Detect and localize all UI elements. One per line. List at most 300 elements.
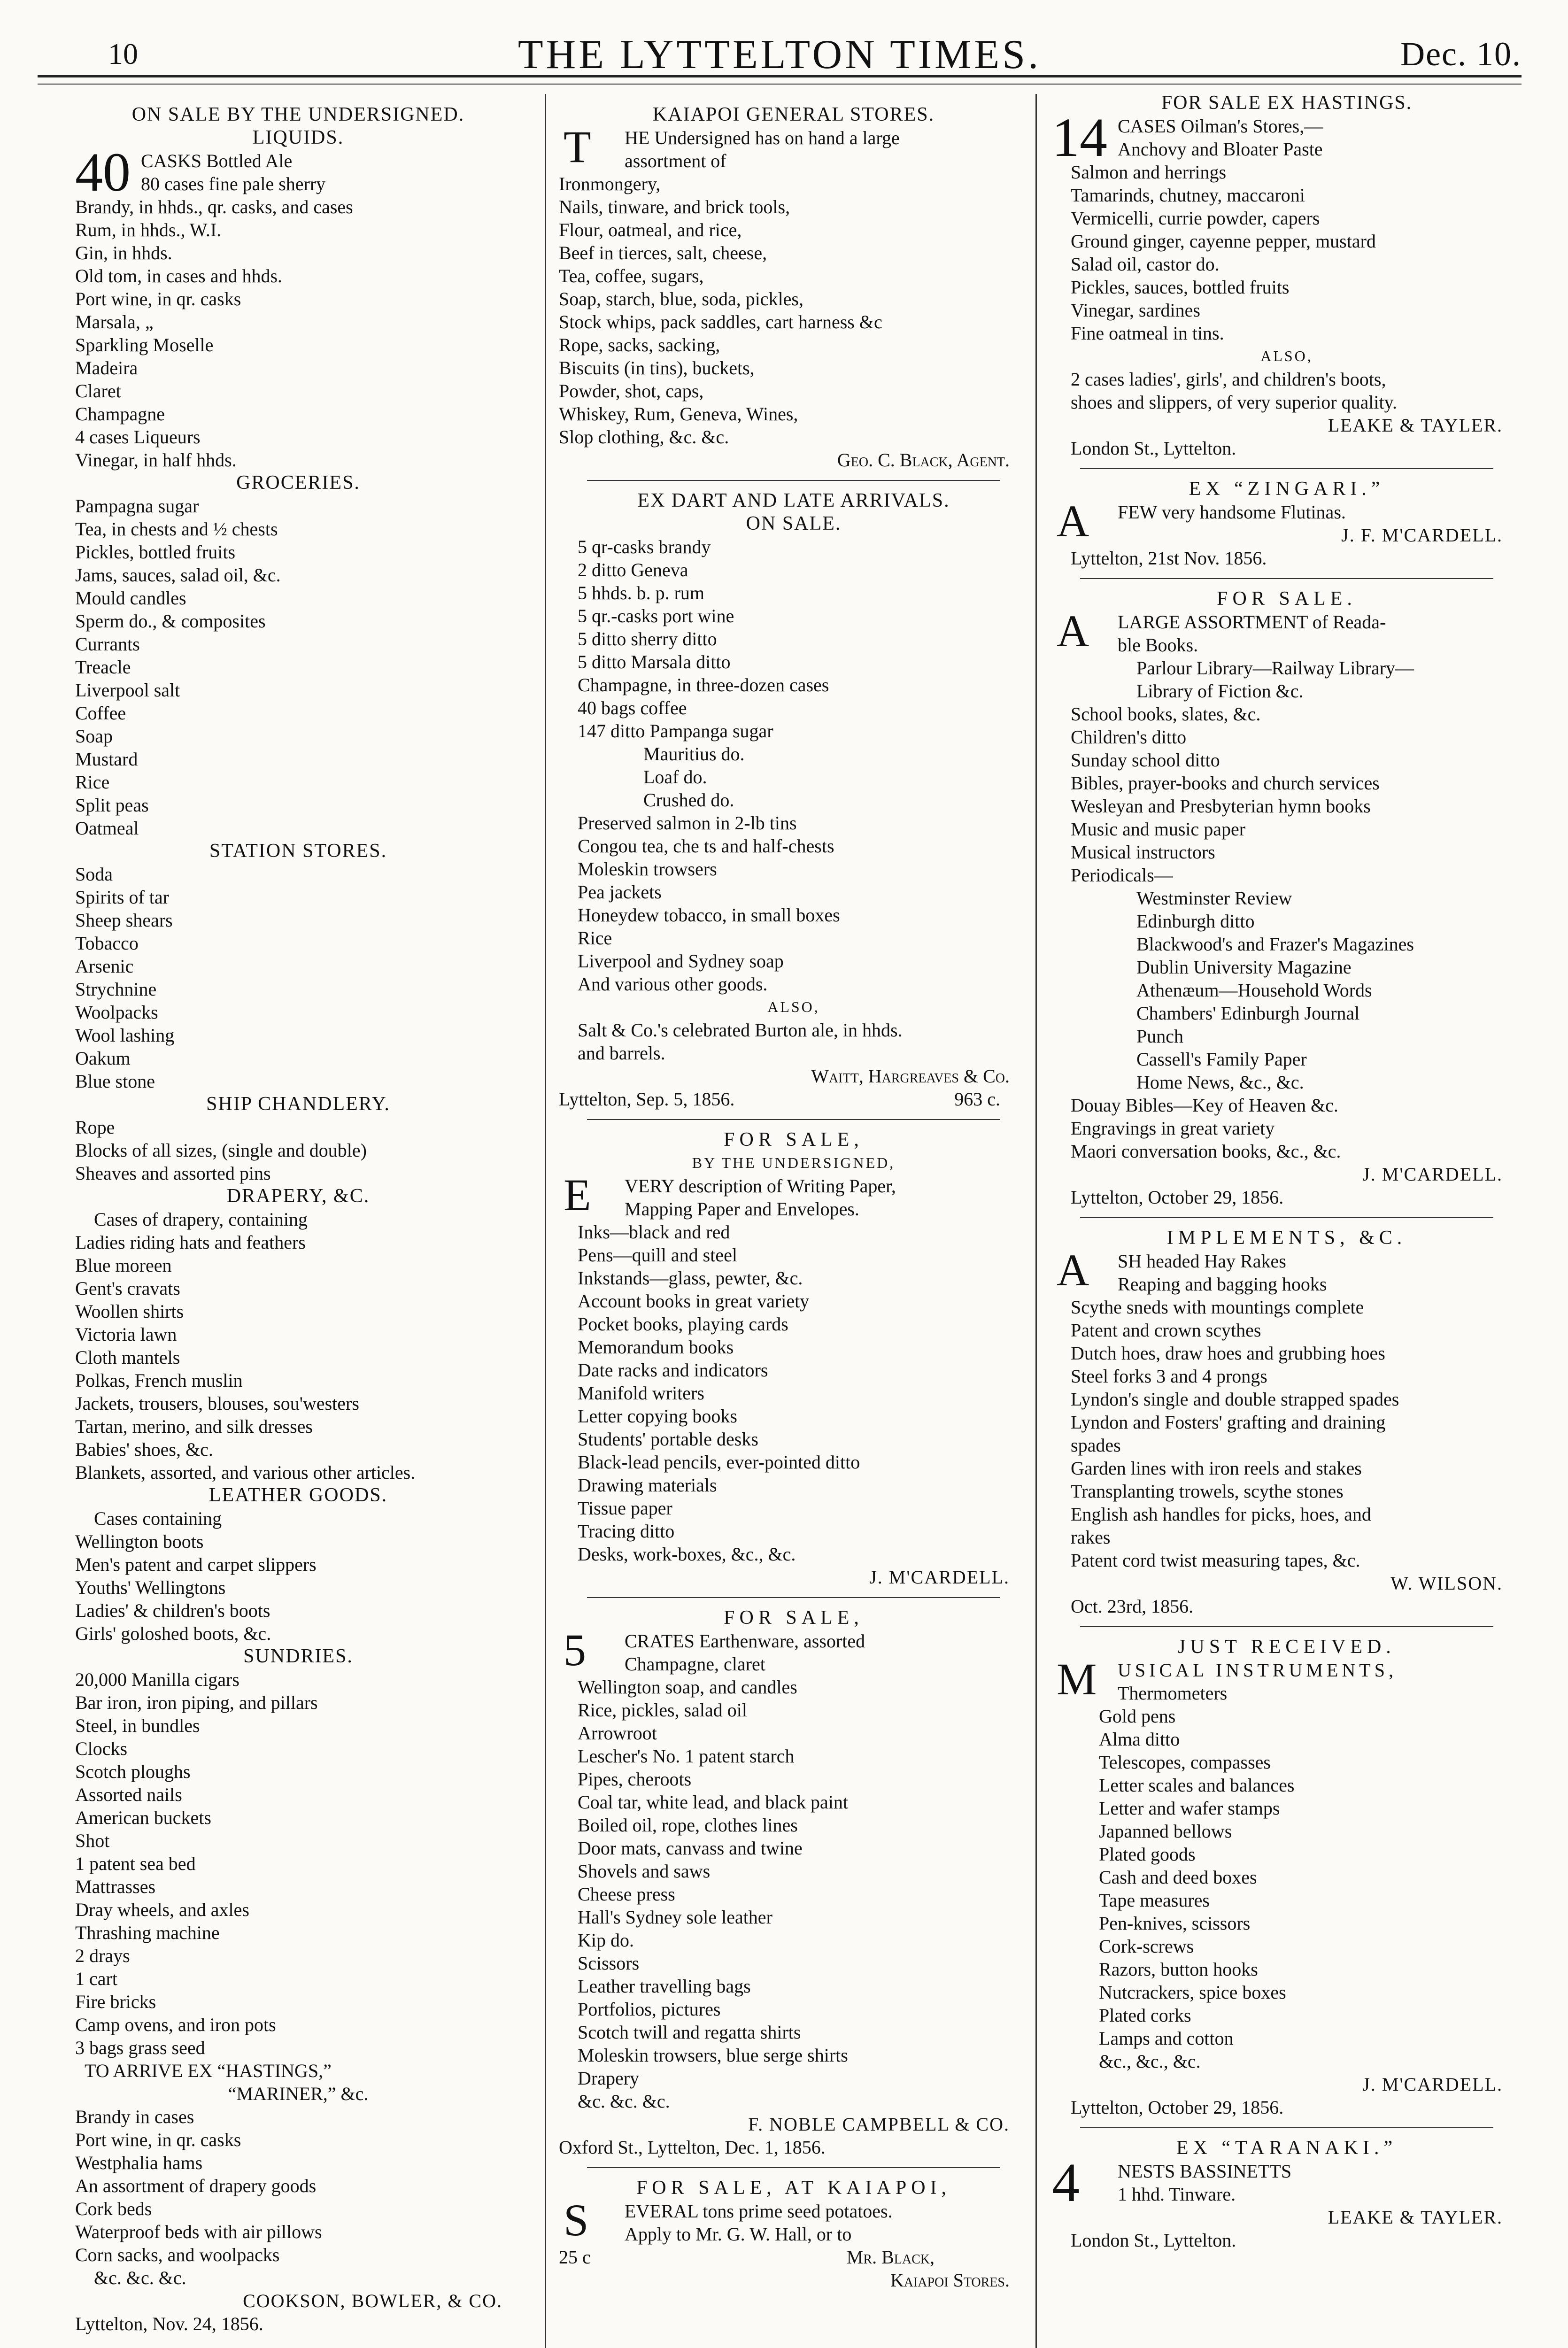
list-item: spades [1071,1435,1121,1456]
list-item: Biscuits (in tins), buckets, [559,357,755,378]
list-item: Cassell's Family Paper [1136,1049,1307,1070]
ad-heading: FOR SALE EX HASTINGS. [1161,92,1413,114]
ad-heading: FOR SALE. [1217,588,1357,610]
list-item: 5 hhds. b. p. rum [578,582,704,603]
list-item: Steel forks 3 and 4 prongs [1071,1366,1267,1387]
list-item: Mauritius do. [643,743,745,765]
list [75,1116,521,1185]
advertiser-signature: F. NOBLE CAMPBELL & CO. [748,2114,1010,2135]
list-item: Mustard [75,749,138,770]
ad-heading: FOR SALE, AT KAIAPOI, [636,2177,951,2199]
list-item: Jackets, trousers, blouses, sou'westers [75,1393,359,1414]
list-item: Steel, in bundles [75,1715,200,1736]
ad-intro [1052,107,1522,168]
drop-cap: 14 [1052,107,1107,168]
intro-line: 80 cases fine pale sherry [141,173,326,194]
list-item: Gold pens [1099,1706,1176,1727]
header-rule [38,75,1522,77]
ad-intro [559,122,1028,172]
list-item: Camp ovens, and iron pots [75,2014,276,2035]
ad-heading: EX “TARANAKI.” [1176,2137,1398,2159]
list-item: Currants [75,633,140,655]
list-item: Preserved salmon in 2-lb tins [578,812,797,834]
list-item: Blocks of all sizes, (single and double) [75,1140,367,1161]
column-rule-2 [1035,94,1037,2348]
list-item: Gin, in hhds. [75,242,172,263]
ad-heading: EX “ZINGARI.” [1189,478,1385,500]
list-item: Jams, sauces, salad oil, &c. [75,564,281,586]
list-item: Cash and deed boxes [1099,1867,1257,1888]
dateline: Oct. 23rd, 1856. [1071,1596,1194,1617]
list-item: Soda [75,864,113,885]
list-item: Champagne [75,403,165,425]
list-item: Transplanting trowels, scythe stones [1071,1481,1344,1502]
drop-cap: 40 [75,141,131,203]
list-item: Letter and wafer stamps [1099,1798,1280,1819]
list-item: Cheese press [578,1884,675,1905]
list-item: Liverpool and Sydney soap [578,950,784,972]
dateline: Oxford St., Lyttelton, Dec. 1, 1856. [559,2137,826,2158]
list-item: Girls' goloshed boots, &c. [75,1623,271,1644]
list-item: Rice, pickles, salad oil [578,1699,748,1721]
list-item: Rice [578,927,612,949]
list-item: Clocks [75,1738,128,1759]
ad-subheading: ON SALE. [746,513,842,534]
intro-line: USICAL INSTRUMENTS, [1118,1660,1397,1681]
list-item: Chambers' Edinburgh Journal [1136,1003,1360,1024]
intro-line: Thermometers [1118,1683,1228,1704]
list-item: Blue stone [75,1071,155,1092]
list-item: Waterproof beds with air pillows [75,2221,322,2242]
list [1052,161,1522,345]
ad-intro [1052,496,1522,547]
list-item: Razors, button hooks [1099,1959,1258,1980]
list-item: Inks—black and red [578,1221,730,1243]
list [559,1676,1028,2090]
list-item: 147 ditto Pampanga sugar [578,720,773,741]
list-item: Treacle [75,657,131,678]
drop-cap: A [1057,496,1089,546]
list-item: Honeydew tobacco, in small boxes [578,904,840,926]
list-item: Dutch hoes, draw hoes and grubbing hoes [1071,1343,1385,1364]
contact-row [559,2246,1028,2269]
ad-intro [559,1625,1028,1676]
list [559,1220,1028,1566]
list [1052,368,1522,414]
section-heading-chandlery: SHIP CHANDLERY. [206,1093,390,1115]
list [1052,1705,1522,2073]
list-item: Champagne, in three-dozen cases [578,674,829,695]
list-item: Sunday school ditto [1071,749,1220,771]
list [1052,703,1522,887]
intro-line: 1 hhd. Tinware. [1118,2184,1236,2205]
list [75,195,521,471]
list-item: 5 qr.-casks port wine [578,605,734,626]
list-item: Garden lines with iron reels and stakes [1071,1458,1362,1479]
dateline: Lyttelton, Sep. 5, 1856. [559,1089,735,1110]
list-item: Sheep shears [75,910,173,931]
list-item: Drapery [578,2068,640,2089]
list-item: Punch [1136,1026,1183,1047]
list-item: Lyndon and Fosters' grafting and draining [1071,1412,1386,1433]
list-item: Port wine, in qr. casks [75,2129,241,2150]
intro-line: CRATES Earthenware, assorted [625,1630,865,1652]
intro-line: CASKS Bottled Ale [141,150,293,171]
list-item: And various other goods. [578,973,768,995]
list-item: Portfolios, pictures [578,1999,721,2020]
ad-intro [1052,1654,1522,1705]
list-item: Rope, sacks, sacking, [559,334,720,355]
list-item: 5 ditto sherry ditto [578,628,717,649]
arrive-heading: TO ARRIVE EX “HASTINGS,” [85,2060,332,2081]
list-item: Memorandum books [578,1336,734,1358]
drop-cap: M [1057,1654,1097,1704]
list-item: Soap [75,726,113,747]
list-item: 2 ditto Geneva [578,559,688,580]
list-item: Mattrasses [75,1876,156,1897]
list-item: Lyndon's single and double strapped spades [1071,1389,1399,1410]
list-item: 2 cases ladies', girls', and children's boots, [1071,369,1386,390]
drop-cap: 5 [564,1625,586,1675]
list-item: 1 patent sea bed [75,1853,196,1874]
list-item: Brandy, in hhds., qr. casks, and cases [75,196,353,217]
intro-line: Champagne, claret [625,1653,765,1675]
list-item: Hall's Sydney sole leather [578,1907,772,1928]
list-item: Sperm do., & composites [75,610,266,632]
list-item: 5 ditto Marsala ditto [578,651,731,672]
list-item: 1 cart [75,1968,117,1989]
list-item: Madeira [75,357,138,378]
list-item: Boiled oil, rope, clothes lines [578,1815,798,1836]
list-item: Fire bricks [75,1991,156,2012]
list-item: An assortment of drapery goods [75,2175,317,2196]
section-heading-leather: LEATHER GOODS. [209,1484,388,1506]
dateline: Lyttelton, 21st Nov. 1856. [1071,548,1267,569]
list-item: Rope [75,1117,115,1138]
list-item: Salt & Co.'s celebrated Burton ale, in hhds. [578,1020,903,1041]
list-item: Assorted nails [75,1784,182,1805]
list-item: Musical instructors [1071,842,1215,863]
list-item: Split peas [75,795,149,816]
list-item: Salmon and herrings [1071,162,1227,183]
drop-cap: E [564,1170,591,1220]
ad-heading: JUST RECEIVED. [1178,1636,1396,1658]
list [559,811,1028,996]
advertiser-signature: Geo. C. Black, Agent. [837,449,1010,471]
intro-line: Anchovy and Bloater Paste [1118,139,1323,160]
list-item: Door mats, canvass and twine [578,1838,803,1859]
ad-divider [587,1119,1000,1120]
also-label: ALSO, [767,998,820,1015]
dateline: London St., Lyttelton. [1071,2230,1236,2251]
page-number: 10 [108,37,138,70]
list-item: Wesleyan and Presbyterian hymn books [1071,796,1371,817]
list-item: Nutcrackers, spice boxes [1099,1982,1286,2003]
list-item: Blackwood's and Frazer's Magazines [1136,934,1414,955]
advertiser-signature: J. M'CARDELL. [1362,1164,1503,1185]
list-item: Plated corks [1099,2005,1191,2026]
list-item: Men's patent and carpet slippers [75,1554,317,1575]
list-item: Tissue paper [578,1498,672,1519]
drop-cap: S [564,2195,589,2245]
intro-line: LARGE ASSORTMENT of Reada- [1118,611,1386,633]
ad-intro [1052,1245,1522,1296]
list-item: Polkas, French muslin [75,1370,243,1391]
list-item: Vinegar, sardines [1071,300,1200,321]
list-item: Arsenic [75,956,134,977]
intro-line: CASES Oilman's Stores,— [1118,116,1323,137]
column-3 [1052,92,1522,2252]
list-item: Children's ditto [1071,726,1187,748]
ad-divider [587,2167,1000,2168]
list-item: Music and music paper [1071,819,1246,840]
intro-line: VERY description of Writing Paper, [625,1175,896,1197]
etc-line: &c. &c. &c. [578,2091,670,2112]
section-heading-station: STATION STORES. [209,840,387,862]
list-item: Pampagna sugar [75,495,199,517]
list-item: Port wine, in qr. casks [75,288,241,309]
list-item: Scotch twill and regatta shirts [578,2022,801,2043]
list-item: Douay Bibles—Key of Heaven &c. [1071,1095,1338,1116]
list-item: Blankets, assorted, and various other articles. [75,1462,416,1483]
section-heading-drapery: DRAPERY, &C. [226,1185,370,1207]
column-rule-1 [545,94,546,2348]
contact-name: Mr. Black, [846,2247,935,2268]
list-item: Babies' shoes, &c. [75,1439,213,1460]
list-item: Cork-screws [1099,1936,1194,1957]
list-item: Shovels and saws [578,1861,711,1882]
list-item: Claret [75,380,121,402]
advertiser-signature: LEAKE & TAYLER. [1328,2207,1503,2228]
list-item: Patent cord twist measuring tapes, &c. [1071,1550,1360,1571]
list-item: Tamarinds, chutney, maccaroni [1071,185,1305,206]
list [559,535,1028,742]
ad-divider [1080,578,1493,579]
list-item: Whiskey, Rum, Geneva, Wines, [559,403,798,425]
ad-heading: FOR SALE, [724,1129,864,1151]
dateline: Lyttelton, October 29, 1856. [1071,1187,1284,1208]
list-item: Youths' Wellingtons [75,1577,226,1598]
list-item: Coal tar, white lead, and black paint [578,1792,848,1813]
list [1052,887,1522,1094]
ad-intro [1052,2152,1522,2213]
list-item: Tracing ditto [578,1521,675,1542]
list [75,494,521,840]
advertiser-signature: LEAKE & TAYLER. [1328,415,1503,436]
list-item: Wool lashing [75,1025,175,1046]
list-item: 2 drays [75,1945,130,1966]
ad-heading: FOR SALE, [724,1607,864,1629]
section-heading-liquids: LIQUIDS. [252,127,344,148]
list-item: Tobacco [75,933,139,954]
list-item: School books, slates, &c. [1071,703,1261,725]
dateline-row [559,1088,1028,1111]
subhead: Cases containing [94,1508,222,1529]
list-item: Beef in tierces, salt, cheese, [559,242,767,263]
list [75,1668,521,2059]
list-item: American buckets [75,1807,211,1828]
drop-cap: A [1057,606,1089,656]
intro-line: SH headed Hay Rakes [1118,1251,1286,1272]
list-item: &c., &c., &c. [1099,2051,1201,2072]
list-item: Westminster Review [1136,888,1292,909]
list-item: Sheaves and assorted pins [75,1163,271,1184]
list-item: Letter copying books [578,1406,737,1427]
intro-line: Mapping Paper and Envelopes. [625,1198,859,1220]
list-item: 40 bags coffee [578,697,687,718]
list-item: Oatmeal [75,818,139,839]
list-item: Japanned bellows [1099,1821,1232,1842]
list-item: Strychnine [75,979,157,1000]
list-item: Pickles, sauces, bottled fruits [1071,277,1290,298]
list-item: Ground ginger, cayenne pepper, mustard [1071,231,1376,252]
ad-heading: ON SALE BY THE UNDERSIGNED. [131,104,465,125]
intro-line: assortment of [625,150,726,171]
liquids-intro [75,141,521,203]
list-item: Shot [75,1830,110,1851]
subhead: Cases of drapery, containing [94,1209,308,1230]
list-item: Wellington boots [75,1531,204,1552]
list-item: Scotch ploughs [75,1761,191,1782]
ad-subheading: BY THE UNDERSIGNED, [692,1154,896,1171]
list-item: Soap, starch, blue, soda, pickles, [559,288,803,309]
list-item: Slop clothing, &c. &c. [559,426,729,448]
list-item: shoes and slippers, of very superior quality. [1071,392,1398,413]
list [1052,1094,1522,1163]
list-item: Inkstands—glass, pewter, &c. [578,1267,803,1289]
list-item: Dray wheels, and axles [75,1899,249,1920]
ad-reference: 25 c [559,2247,591,2268]
list-item: English ash handles for picks, hoes, and [1071,1504,1371,1525]
list-item: Corn sacks, and woolpacks [75,2244,280,2265]
ad-divider [1080,468,1493,469]
list-item: Letter scales and balances [1099,1775,1295,1796]
list-item: rakes [1071,1527,1111,1548]
list-item: Marsala, „ [75,311,154,332]
ad-heading: EX DART AND LATE ARRIVALS. [637,490,950,511]
list-item: Kip do. [578,1930,634,1951]
list-item: Thrashing machine [75,1922,220,1943]
list-item: Woollen shirts [75,1301,184,1322]
ad-divider [1080,1217,1493,1218]
dateline: London St., Lyttelton. [1071,438,1236,459]
list-item: Lescher's No. 1 patent starch [578,1746,795,1767]
list-item: Ladies riding hats and feathers [75,1232,306,1253]
list-item: Periodicals— [1071,865,1173,886]
header-rule-thin [38,84,1522,85]
list-item: Gent's cravats [75,1278,180,1299]
ad-divider [587,480,1000,481]
list-item: Library of Fiction &c. [1136,680,1304,702]
advertiser-signature: COOKSON, BOWLER, & CO. [243,2290,502,2311]
list-item: Pen-knives, scissors [1099,1913,1251,1934]
section-heading-groceries: GROCERIES. [236,472,360,494]
list-item: Home News, &c., &c. [1136,1072,1304,1093]
list-item: Flour, oatmeal, and rice, [559,219,742,240]
list-item: Moleskin trowsers, blue serge shirts [578,2045,848,2066]
list-item: 5 qr-casks brandy [578,536,711,557]
list-item: Wellington soap, and candles [578,1676,797,1698]
list-item: Drawing materials [578,1475,717,1496]
advertiser-signature: J. F. M'CARDELL. [1341,525,1503,546]
ad-heading: IMPLEMENTS, &C. [1166,1227,1407,1249]
list-item: Ladies' & children's boots [75,1600,270,1621]
list-item: Plated goods [1099,1844,1196,1865]
list-item: Liverpool salt [75,680,180,701]
list-item: Tea, in chests and ½ chests [75,518,278,540]
list-item: Rice [75,772,110,793]
list [1052,1296,1522,1572]
list-item: Date racks and indicators [578,1359,768,1381]
list-item: Black-lead pencils, ever-pointed ditto [578,1452,860,1473]
list-item: Ironmongery, [559,173,661,194]
list-item: Lamps and cotton [1099,2028,1234,2049]
ad-heading: KAIAPOI GENERAL STORES. [652,104,935,125]
list-item: Westphalia hams [75,2152,203,2173]
list-item: Patent and crown scythes [1071,1320,1261,1341]
list-item: Spirits of tar [75,887,169,908]
drop-cap: A [1057,1245,1089,1295]
list-item: Cork beds [75,2198,152,2219]
list-item: 4 cases Liqueurs [75,426,201,448]
list [559,742,1028,811]
list [559,1019,1028,1065]
list-item: Maori conversation books, &c., &c. [1071,1141,1341,1162]
list-item: Manifold writers [578,1383,704,1404]
ad-divider [1080,2127,1493,2128]
list-item: Dublin University Magazine [1136,957,1352,978]
etc-line: &c. &c. &c. [94,2267,186,2288]
also-label: ALSO, [1260,348,1313,364]
list-item: Powder, shot, caps, [559,380,704,402]
list-item: Telescopes, compasses [1099,1752,1271,1773]
list-item: Account books in great variety [578,1290,810,1312]
list-item: Oakum [75,1048,131,1069]
arrive-heading-2: “MARINER,” &c. [228,2083,369,2104]
list [559,172,1028,448]
list-item: Parlour Library—Railway Library— [1136,657,1414,679]
list-item: Athenæum—Household Words [1136,980,1372,1001]
drop-cap: T [564,122,591,172]
list-item: Tartan, merino, and silk dresses [75,1416,313,1437]
ad-divider [1080,1626,1493,1627]
list-item: Tea, coffee, sugars, [559,265,704,286]
intro-line: FEW very handsome Flutinas. [1118,502,1346,523]
drop-cap: 4 [1052,2152,1080,2213]
list-item: Mould candles [75,587,186,609]
list-item: Alma ditto [1099,1729,1180,1750]
list-item: and barrels. [578,1043,665,1064]
advertiser-signature: J. M'CARDELL. [869,1567,1010,1588]
list-item: Scythe sneds with mountings complete [1071,1297,1364,1318]
list-item: Congou tea, che ts and half-chests [578,835,834,857]
list-item: Fine oatmeal in tins. [1071,323,1224,344]
column-2 [559,103,1028,2292]
intro-line: EVERAL tons prime seed potatoes. [625,2201,893,2222]
advertiser-signature: J. M'CARDELL. [1362,2074,1503,2095]
section-heading-sundries: SUNDRIES. [243,1645,353,1667]
list-item: Loaf do. [643,766,707,788]
advertiser-signature: W. WILSON. [1390,1573,1503,1594]
list-item: Pocket books, playing cards [578,1313,788,1335]
ad-divider [587,1597,1000,1598]
list-item: Pea jackets [578,881,662,903]
list-item: Coffee [75,703,126,724]
list-item: Bibles, prayer-books and church services [1071,772,1380,794]
list-item: 3 bags grass seed [75,2037,205,2058]
list-item: Students' portable desks [578,1429,758,1450]
list-item: Brandy in cases [75,2106,194,2127]
